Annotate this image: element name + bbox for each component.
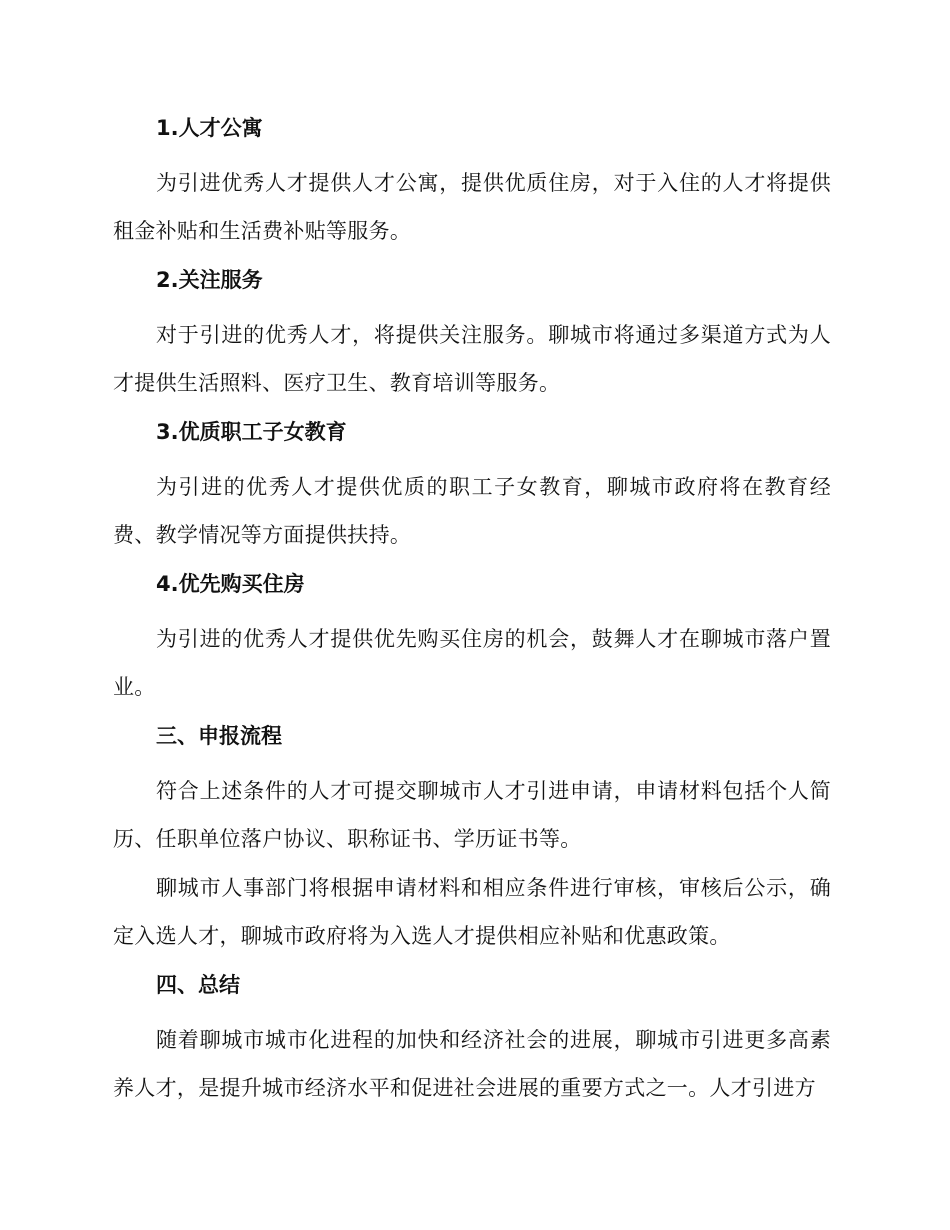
paragraph-children-education: 为引进的优秀人才提供优质的职工子女教育，聊城市政府将在教育经费、教学情况等方面提供扶持。 [113,475,831,547]
section-heading-priority-housing: 4.优先购买住房 [156,572,305,596]
section-heading-care-service: 2.关注服务 [156,268,263,292]
paragraph-review-process: 聊城市人事部门将根据申请材料和相应条件进行审核，审核后公示，确定入选人才，聊城市政府将为入选人才提供相应补贴和优惠政策。 [113,876,831,948]
section-heading-children-education: 3.优质职工子女教育 [156,420,347,444]
paragraph-talent-apartment: 为引进优秀人才提供人才公寓，提供优质住房，对于入住的人才将提供租金补贴和生活费补贴等服务。 [113,171,831,243]
paragraph-summary: 随着聊城市城市化进程的加快和经济社会的进展，聊城市引进更多高素养人才，是提升城市经济水平和促进社会进展的重要方式之一。人才引进方 [113,1028,831,1100]
paragraph-application-materials: 符合上述条件的人才可提交聊城市人才引进申请，申请材料包括个人简历、任职单位落户协议、职称证书、学历证书等。 [113,779,831,851]
section-heading-application-process: 三、申报流程 [156,724,282,748]
paragraph-care-service: 对于引进的优秀人才，将提供关注服务。聊城市将通过多渠道方式为人才提供生活照料、医疗卫生、教育培训等服务。 [113,323,831,395]
paragraph-priority-housing: 为引进的优秀人才提供优先购买住房的机会，鼓舞人才在聊城市落户置业。 [113,627,831,699]
section-heading-talent-apartment: 1.人才公寓 [156,116,263,140]
section-heading-summary: 四、总结 [156,973,240,997]
